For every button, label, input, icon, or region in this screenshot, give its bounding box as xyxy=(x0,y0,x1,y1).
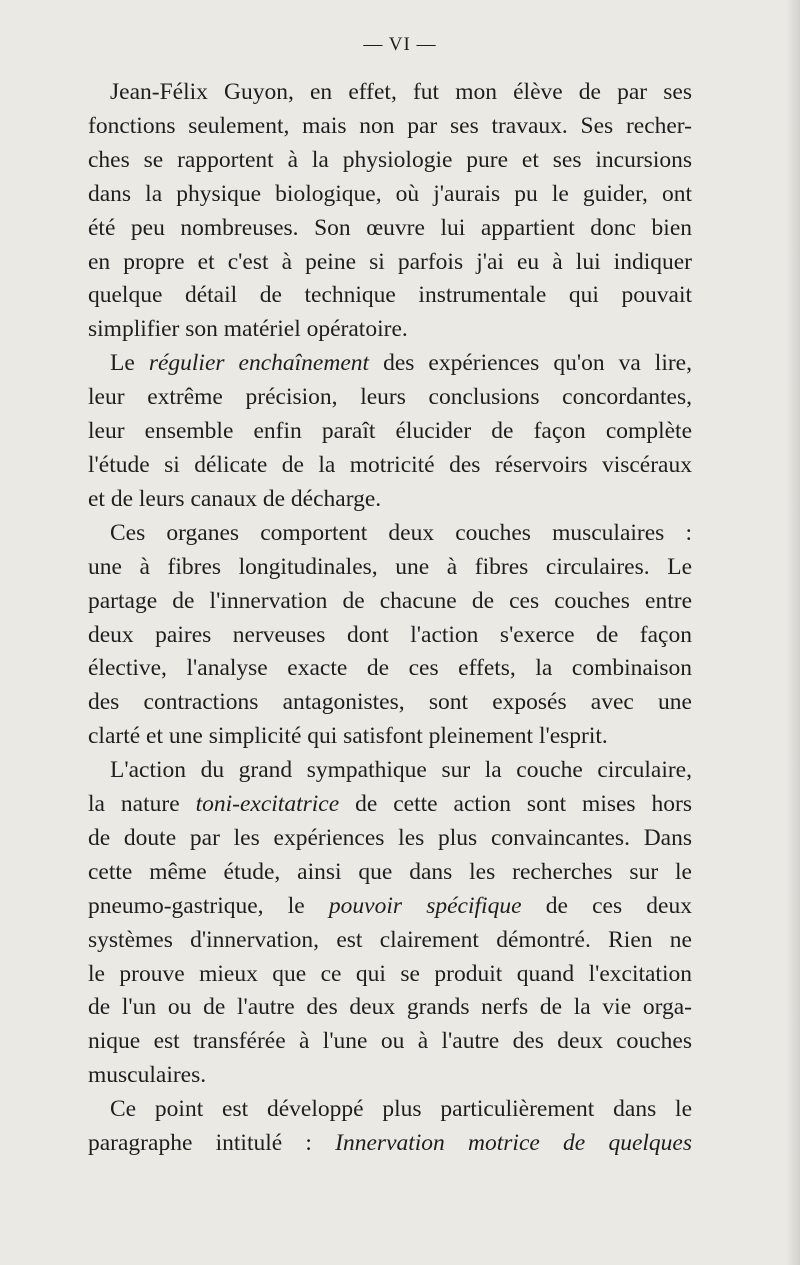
paragraph xyxy=(88,347,692,517)
text-line: Ce point est développé plus particulièrement dans le xyxy=(110,1096,692,1123)
italic-phrase: toni-excitatrice xyxy=(195,791,340,818)
paragraph xyxy=(88,1093,692,1161)
text-line: de l'un ou de l'autre des deux grands nerfs de la vie orga- xyxy=(88,994,692,1021)
paragraph xyxy=(88,517,692,754)
text-line xyxy=(88,347,692,381)
text-line: de doute par les expériences les plus convaincantes. Dans xyxy=(88,824,692,851)
page-edge-shadow xyxy=(786,0,800,1265)
paragraph xyxy=(88,754,692,1093)
text-line: Jean-Félix Guyon, en effet, fut mon élève de par ses xyxy=(110,79,692,105)
italic-phrase: Innervation motrice de quelques xyxy=(335,1130,693,1157)
text-line: musculaires. xyxy=(88,1062,207,1089)
text-line: élective, l'analyse exacte de ces effets, la combinaison xyxy=(88,655,692,682)
text-line: dans la physique biologique, où j'aurais pu le guider, ont xyxy=(88,180,692,207)
text-line xyxy=(88,890,692,924)
text-line: partage de l'innervation de chacune de ces couches entre xyxy=(88,587,692,614)
text-run: Le xyxy=(110,350,149,377)
text-line: une à fibres longitudinales, une à fibres circulaires. Le xyxy=(88,553,692,580)
text-line: leur extrême précision, leurs conclusions concordantes, xyxy=(88,384,692,411)
text-line: nique est transférée à l'une ou à l'autre des deux couches xyxy=(88,1028,692,1055)
italic-phrase: pouvoir spécifique xyxy=(328,892,522,919)
text-line xyxy=(88,1127,692,1161)
italic-phrase: régulier enchaînement xyxy=(148,350,370,377)
text-line: simplifier son matériel opératoire. xyxy=(88,316,408,343)
text-run: paragraphe intitulé : xyxy=(88,1130,336,1157)
paragraph xyxy=(88,76,692,347)
text-line: ches se rapportent à la physiologie pure et ses incursions xyxy=(88,146,692,173)
text-line: en propre et c'est à peine si parfois j'ai eu à lui indiquer xyxy=(88,248,692,275)
text-line: quelque détail de technique instrumentale qui pouvait xyxy=(88,282,692,309)
text-line: le prouve mieux que ce qui se produit quand l'excitation xyxy=(88,960,692,987)
text-line: clarté et une simplicité qui satisfont pleinement l'esprit. xyxy=(88,723,608,750)
text-line: et de leurs canaux de décharge. xyxy=(88,485,382,512)
text-line: des contractions antagonistes, sont exposés avec une xyxy=(88,689,692,716)
body-text xyxy=(88,76,692,1161)
text-line: Ces organes comportent deux couches musculaires : xyxy=(110,519,692,546)
text-line: été peu nombreuses. Son œuvre lui appartient donc bien xyxy=(88,214,692,241)
text-line: fonctions seulement, mais non par ses travaux. Ses recher- xyxy=(88,112,692,139)
text-run: des expériences qu'on va lire, xyxy=(369,350,692,377)
text-run: de cette action sont mises hors xyxy=(339,791,692,818)
text-line: leur ensemble enfin paraît élucider de façon complète xyxy=(88,418,692,445)
text-line: systèmes d'innervation, est clairement démontré. Rien ne xyxy=(88,926,692,953)
text-run: la nature xyxy=(88,791,196,818)
text-line xyxy=(88,788,692,822)
text-run: de ces deux xyxy=(521,892,692,919)
text-run: pneumo-gastrique, le xyxy=(88,892,329,919)
page-number: — VI — xyxy=(363,34,437,55)
text-line: deux paires nerveuses dont l'action s'exerce de façon xyxy=(88,621,692,648)
text-line: L'action du grand sympathique sur la couche circulaire, xyxy=(110,757,692,784)
text-line: l'étude si délicate de la motricité des réservoirs viscéraux xyxy=(88,451,692,478)
text-line: cette même étude, ainsi que dans les recherches sur le xyxy=(88,858,692,885)
